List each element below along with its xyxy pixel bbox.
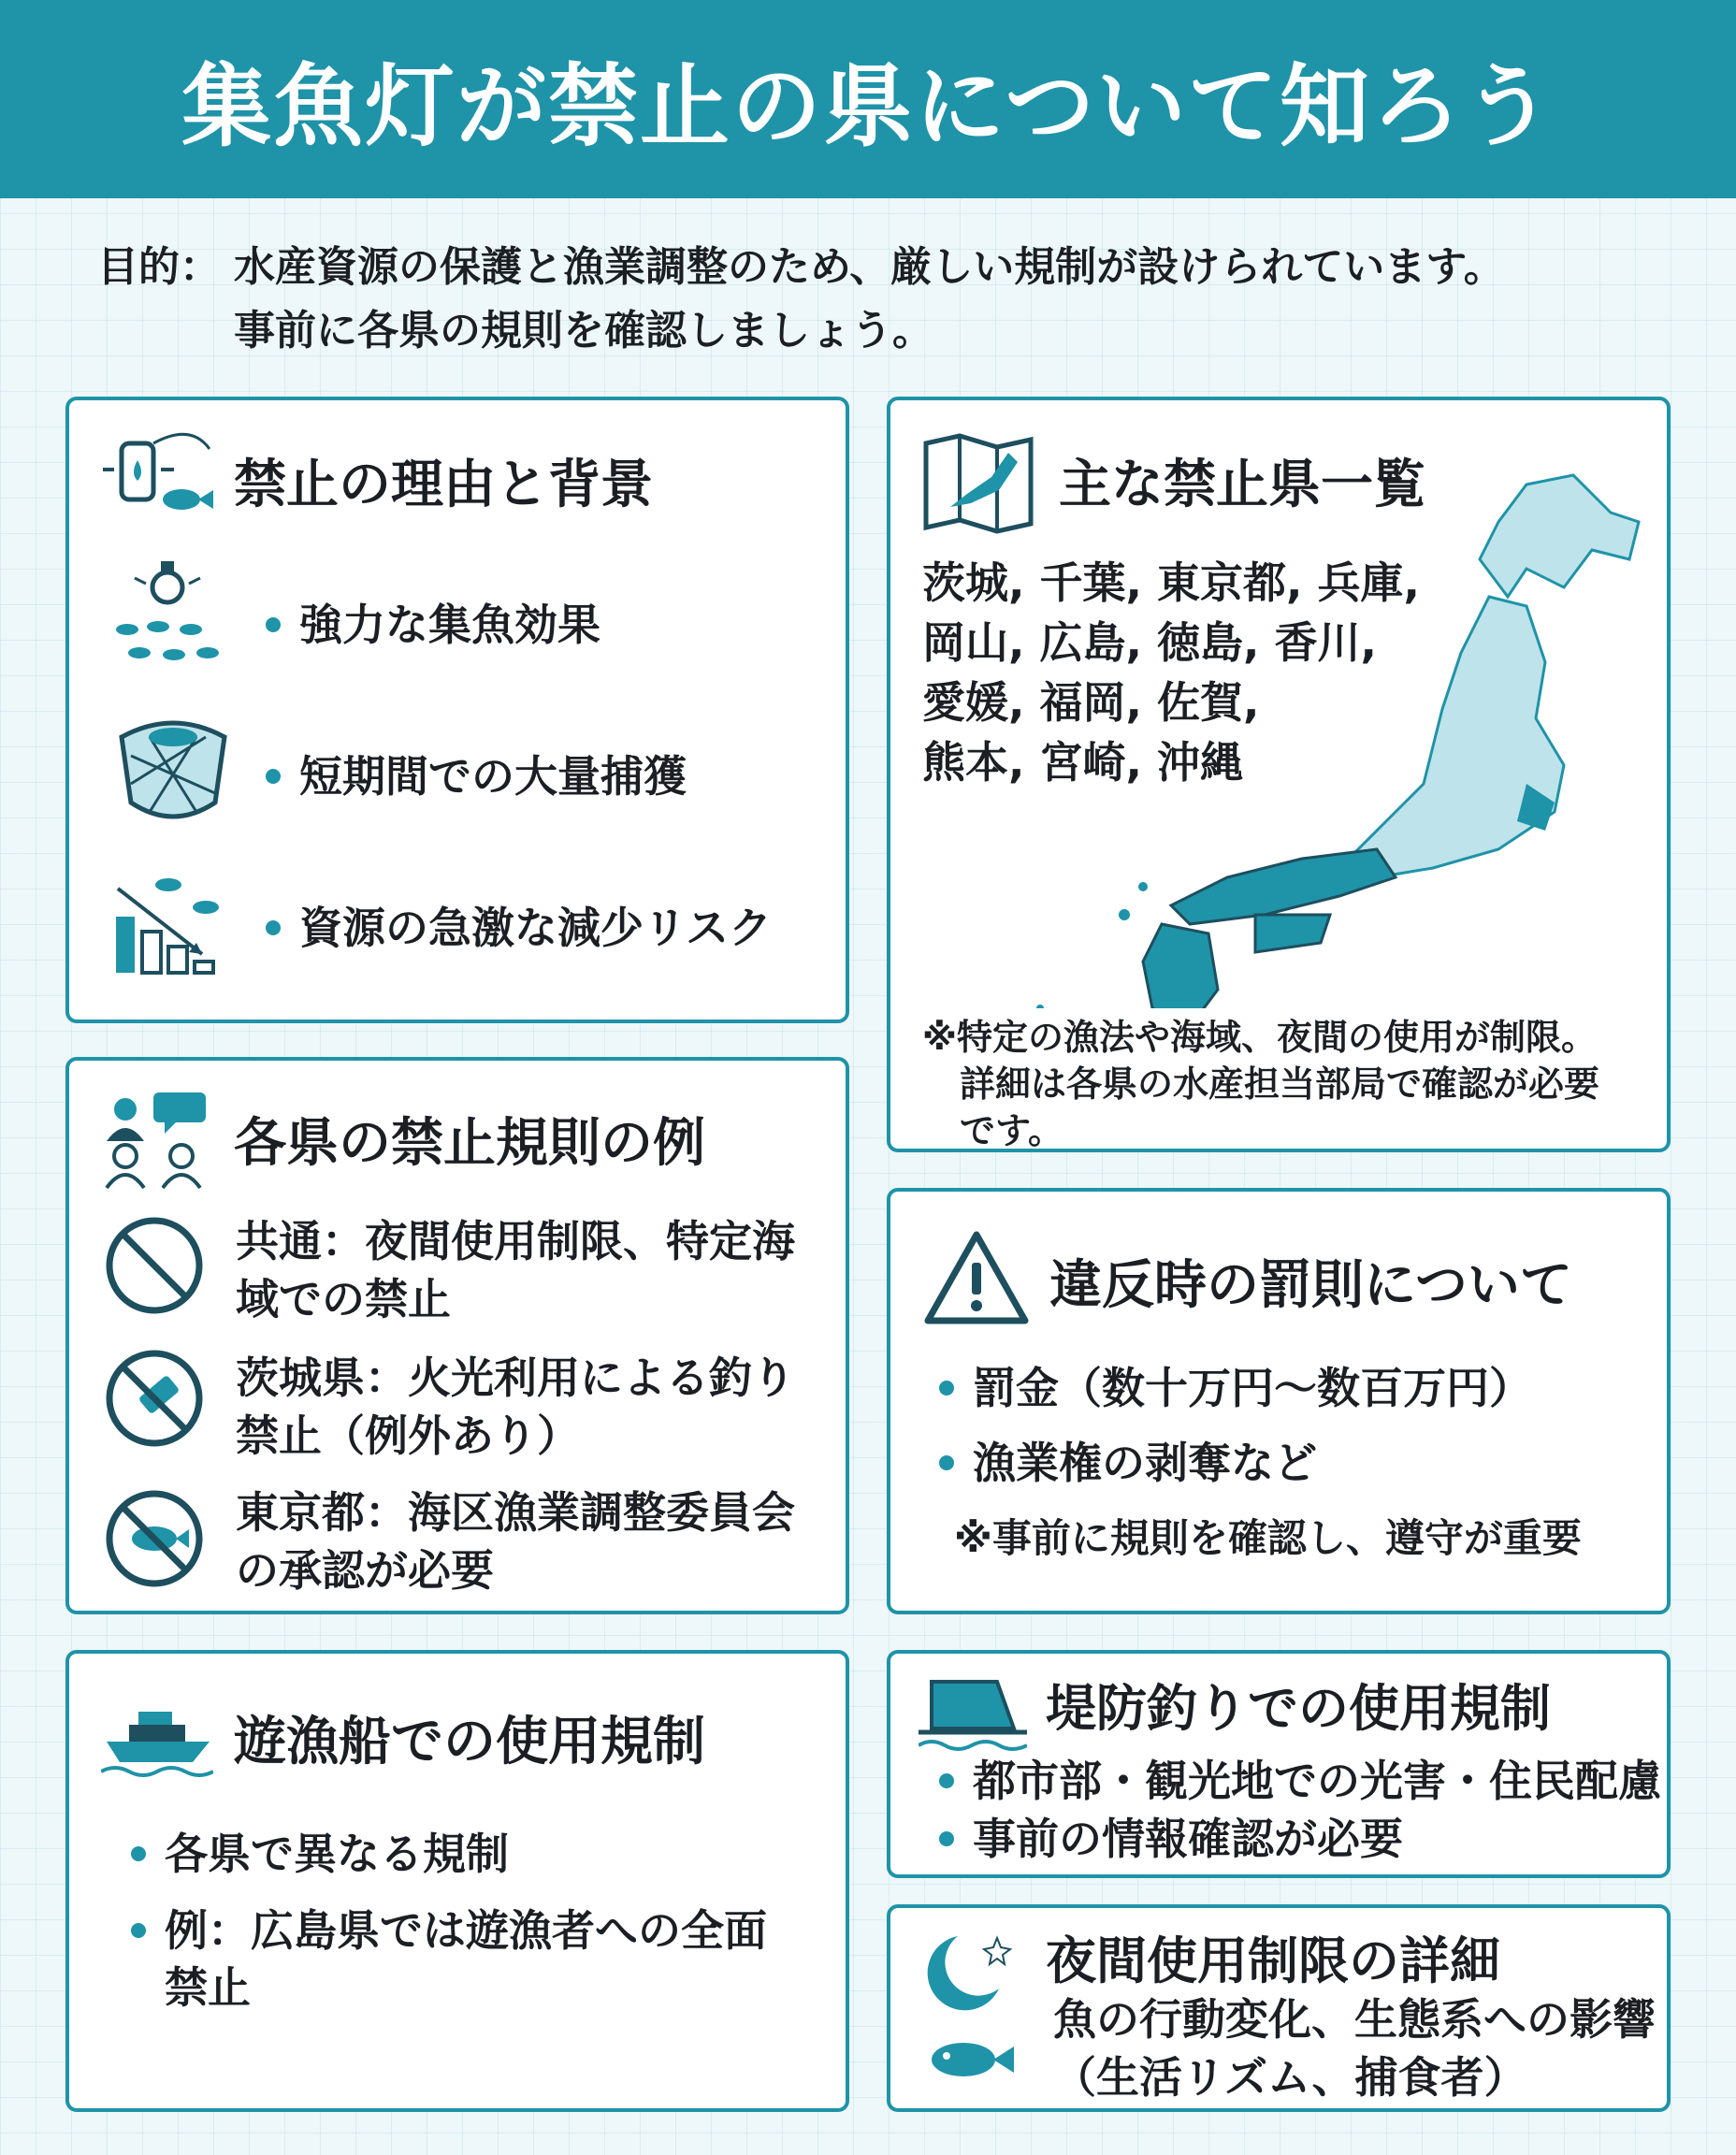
boat-item-2 (131, 1902, 767, 1959)
bullet-dot (939, 1381, 954, 1396)
rule-item-2-line-1: 茨城県：火光利用による釣り (236, 1352, 795, 1403)
rule-item-3-line-1: 東京都：海区漁業調整委員会 (236, 1487, 795, 1538)
pier-card (887, 1650, 1671, 1878)
moon-fish-icon (917, 1929, 1020, 2093)
reason-item-3-label: 資源の急激な減少リスク (299, 903, 773, 953)
rule-item-1-line-2: 域での禁止 (236, 1274, 451, 1324)
reasons-card (65, 397, 849, 1023)
boat-item-1-label: 各県で異なる規制 (165, 1829, 509, 1879)
fishing-net-icon (112, 709, 234, 831)
reason-item-1 (266, 597, 600, 653)
bullet-dot (131, 1923, 146, 1938)
prefecture-list-line-1: 茨城, 千葉, 東京都, 兵庫, (922, 557, 1420, 608)
prefecture-list-line-4: 熊本, 宮崎, 沖縄 (922, 737, 1243, 788)
no-flashlight-icon (103, 1347, 206, 1450)
bullet-dot (266, 769, 281, 784)
page-header (0, 0, 1736, 198)
night-line-1: 魚の行動変化、生態系への影響 (1053, 1994, 1656, 2045)
bullet-dot (939, 1831, 954, 1846)
purpose-line-2: 事前に各県の規則を確認しましょう。 (234, 307, 933, 354)
boat-item-2-continuation: 禁止 (165, 1962, 251, 2013)
pier-item-1 (939, 1753, 1661, 1809)
boat-card (65, 1650, 849, 2112)
bullet-dot (131, 1846, 146, 1861)
boat-title: 遊漁船での使用規制 (234, 1712, 705, 1772)
bullet-dot (266, 617, 281, 632)
night-line-2: （生活リズム、捕食者） (1053, 2052, 1527, 2103)
penalty-item-2 (939, 1435, 1317, 1491)
rules-title: 各県の禁止規則の例 (234, 1113, 705, 1174)
reason-item-2-label: 短期間での大量捕獲 (299, 751, 687, 802)
reason-item-2 (266, 748, 687, 804)
declining-chart-icon (112, 861, 234, 982)
prefectures-note-line-2: 詳細は各県の水産担当部局で確認が必要 (960, 1063, 1600, 1105)
penalty-item-1-label: 罰金（数十万円〜数百万円） (973, 1363, 1532, 1413)
penalty-item-1 (939, 1360, 1532, 1416)
prefecture-list-line-3: 愛媛, 福岡, 佐賀, (922, 677, 1260, 728)
reason-item-3 (266, 900, 772, 956)
boat-icon (101, 1691, 213, 1785)
penalties-card (887, 1188, 1671, 1614)
pier-title: 堤防釣りでの使用規制 (1046, 1679, 1551, 1738)
prefectures-note-line-1: ※特定の漁法や海域、夜間の使用が制限。 (922, 1017, 1597, 1058)
pier-item-2-label: 事前の情報確認が必要 (973, 1814, 1403, 1864)
penalties-note: ※事前に規則を確認し、遵守が重要 (954, 1515, 1582, 1561)
purpose-line-1: 水産資源の保護と漁業調整のため、厳しい規制が設けられています。 (234, 243, 1505, 291)
people-discussion-icon (105, 1087, 217, 1190)
prefectures-card (887, 397, 1671, 1152)
bullet-dot (939, 1773, 954, 1788)
purpose-section (97, 236, 1669, 363)
night-title: 夜間使用制限の詳細 (1046, 1931, 1500, 1990)
rule-item-1-line-1: 共通：夜間使用制限、特定海 (236, 1216, 795, 1266)
lantern-fish-icon (95, 423, 217, 526)
penalties-title: 違反時の罰則について (1049, 1255, 1572, 1316)
reasons-title: 禁止の理由と背景 (234, 455, 653, 515)
light-school-of-fish-icon (107, 559, 228, 681)
reason-item-1-label: 強力な集魚効果 (299, 600, 600, 650)
pier-icon (919, 1674, 1027, 1758)
bullet-dot (266, 920, 281, 935)
penalty-item-2-label: 漁業権の剥奪など (973, 1438, 1317, 1488)
purpose-label: 目的： (97, 243, 221, 291)
pier-item-2 (939, 1811, 1403, 1867)
rule-item-3-line-2: の承認が必要 (236, 1545, 494, 1596)
bullet-dot (939, 1455, 954, 1470)
rules-card (65, 1057, 849, 1614)
prefectures-note-line-3: です。 (960, 1110, 1063, 1151)
night-card (887, 1904, 1671, 2112)
pier-item-1-label: 都市部・観光地での光害・住民配慮 (973, 1756, 1661, 1806)
warning-icon (922, 1229, 1031, 1326)
prefectures-title: 主な禁止県一覧 (1059, 455, 1425, 515)
no-night-fishing-icon (103, 1214, 206, 1317)
page-title: 集魚灯が禁止の県について知ろう (181, 53, 1555, 159)
rule-item-2-line-2: 禁止（例外あり） (236, 1410, 580, 1461)
prefecture-list-line-2: 岡山, 広島, 徳島, 香川, (922, 617, 1377, 668)
boat-item-1 (131, 1826, 509, 1882)
boat-item-2-label: 例：広島県では遊漁者への全面 (165, 1905, 767, 1956)
no-fishing-icon (103, 1487, 206, 1590)
